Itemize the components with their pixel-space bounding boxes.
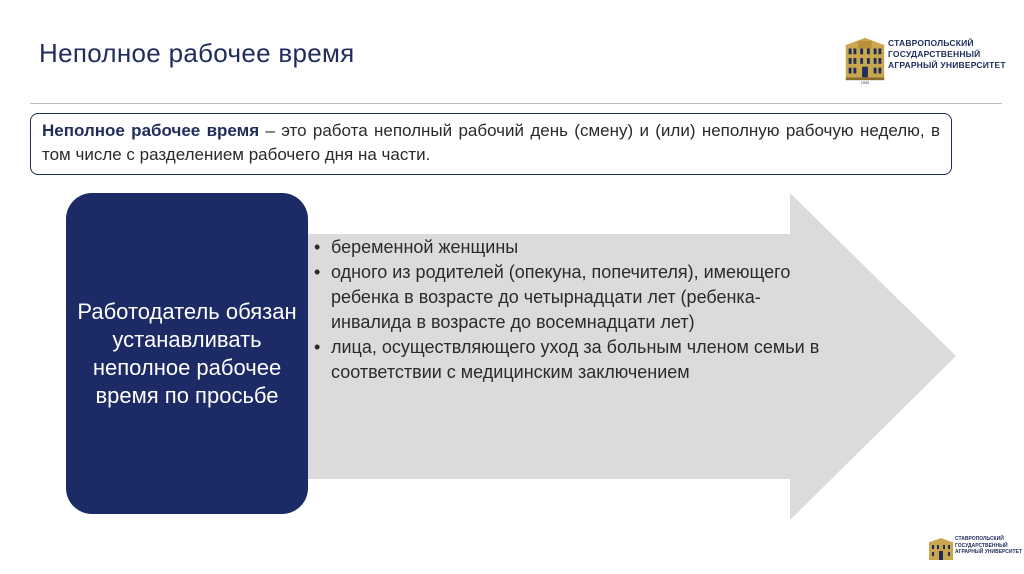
list-item-text: беременной женщины: [331, 237, 519, 257]
bullet-dot-icon: •: [314, 262, 321, 282]
university-building-icon: [842, 35, 888, 85]
logo-line: СТАВРОПОЛЬСКИЙ: [955, 536, 1004, 542]
svg-text:1930: 1930: [860, 81, 870, 85]
employer-box: [66, 193, 308, 514]
definition-box: [30, 113, 952, 175]
logo-line: ГОСУДАРСТВЕННЫЙ: [888, 49, 981, 59]
bullet-dot-icon: •: [314, 237, 321, 257]
university-logo-text: [888, 38, 1008, 71]
header-divider: [30, 103, 1002, 104]
list-item: [311, 235, 831, 260]
list-item: [311, 260, 831, 335]
bullet-dot-icon: •: [314, 337, 321, 357]
definition-text: [42, 119, 940, 167]
employer-text: Работодатель обязан устанавливать неполное рабочее время по просьбе: [77, 298, 297, 408]
definition-term: Неполное рабочее время: [42, 121, 260, 140]
footer-logo-text: [955, 536, 1024, 556]
logo-line: АГРАРНЫЙ УНИВЕРСИТЕТ: [888, 60, 1006, 70]
definition-body: – это работа неполный рабочий день (смену) и (или) неполную рабочую неделю, в том числе с разделением рабочего дня на части.: [42, 121, 940, 164]
conditions-list: [311, 235, 831, 385]
page-title: Неполное рабочее время: [39, 38, 355, 68]
logo-line: СТАВРОПОЛЬСКИЙ: [888, 38, 974, 48]
list-item: [311, 335, 831, 385]
footer-building-icon: [928, 536, 954, 562]
logo-line: ГОСУДАРСТВЕННЫЙ: [955, 542, 1008, 549]
list-item-text: лица, осуществляющего уход за больным членом семьи в соответствии с медицинским заключением: [331, 337, 820, 382]
logo-line: АГРАРНЫЙ УНИВЕРСИТЕТ: [955, 549, 1022, 555]
list-item-text: одного из родителей (опекуна, попечителя), имеющего ребенка в возрасте до четырнадцати лет (ребенка-инвалида в возрасте до восемнадцати лет): [331, 262, 791, 332]
